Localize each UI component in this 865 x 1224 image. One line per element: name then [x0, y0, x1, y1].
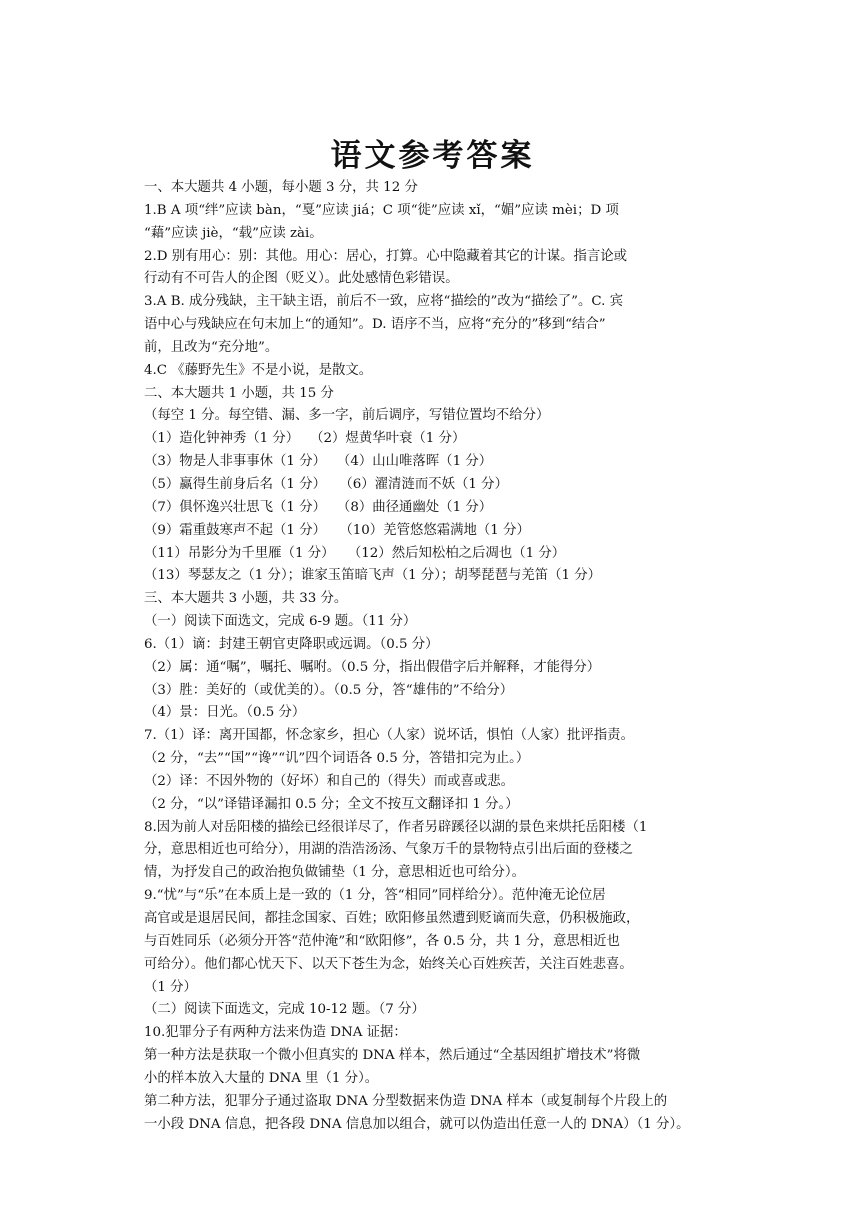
text-line: （每空 1 分。每空错、漏、多一字，前后调序，写错位置均不给分）: [144, 408, 550, 424]
text-line: （2 分，“去”“国”“谗”“讥”四个词语各 0.5 分，答错扣完为止。）: [144, 751, 530, 767]
text-line: （9）霜重鼓寒声不起（1 分） （10）羌管悠悠霜满地（1 分）: [144, 522, 530, 538]
text-line: （11）吊影分为千里雁（1 分） （12）然后知松柏之后凋也（1 分）: [144, 545, 566, 561]
text-line: “藉”应读 jiè，“载”应读 zài。: [144, 225, 323, 241]
text-line: （二）阅读下面选文，完成 10-12 题。（7 分）: [144, 1002, 425, 1018]
text-line: （3）胜：美好的（或优美的）。（0.5 分，答“雄伟的”不给分）: [144, 682, 514, 698]
text-line: 与百姓同乐（必须分开答“范仲淹”和“欧阳修”，各 0.5 分，共 1 分，意思相近也: [144, 933, 620, 949]
text-line: （2 分，“以”译错译漏扣 0.5 分；全文不按互文翻译扣 1 分。）: [144, 796, 519, 812]
text-line: 情，为抒发自己的政治抱负做铺垫（1 分，意思相近也可给分）。: [144, 865, 526, 881]
text-line: （1 分）: [144, 979, 197, 995]
text-line: （2）属：通“嘱”，嘱托、嘱咐。（0.5 分，指出假借字后并解释，才能得分）: [144, 659, 601, 675]
text-line: （1）造化钟神秀（1 分） （2）煜黄华叶衰（1 分）: [144, 431, 466, 447]
text-line: 一小段 DNA 信息，把各段 DNA 信息加以组合，就可以伪造出任意一人的 DNA）（1 分）。: [144, 1116, 690, 1132]
text-line: 3.A B. 成分残缺，主干缺主语，前后不一致，应将“描绘的”改为“描绘了”。C. 宾: [144, 294, 624, 310]
document-title: 语文参考答案: [330, 138, 535, 174]
answer-body: [144, 177, 730, 1136]
text-line: 第一种方法是获取一个微小但真实的 DNA 样本，然后通过“全基因组扩增技术”将微: [144, 1048, 641, 1064]
text-line: 9.“忧”与“乐”在本质上是一致的（1 分，答“相同”同样给分）。范仲淹无论位居: [144, 888, 606, 904]
text-line: （7）俱怀逸兴壮思飞（1 分） （8）曲径通幽处（1 分）: [144, 499, 493, 515]
text-line: 10.犯罪分子有两种方法来伪造 DNA 证据：: [144, 1025, 407, 1041]
section-heading: 二、本大题共 1 小题，共 15 分: [144, 385, 334, 401]
text-line: 小的样本放入大量的 DNA 里（1 分）。: [144, 1070, 379, 1086]
text-line: 行动有不可告人的企图（贬义）。此处感情色彩错误。: [144, 271, 459, 287]
text-line: 分，意思相近也可给分），用湖的浩浩汤汤、气象万千的景物特点引出后面的登楼之: [144, 842, 633, 858]
text-line: （5）赢得生前身后名（1 分） （6）濯清涟而不妖（1 分）: [144, 476, 508, 492]
text-line: 1.B A 项“绊”应读 bàn，“戛”应读 jiá；C 项“徙”应读 xǐ，“媚”应读 mèi；D 项: [144, 202, 619, 218]
text-line: （2）译：不因外物的（好坏）和自己的（得失）而或喜或悲。: [144, 773, 515, 789]
text-line: 一、本大题共 4 小题，每小题 3 分，共 12 分: [144, 180, 418, 195]
text-line: （3）物是人非事事休（1 分） （4）山山唯落晖（1 分）: [144, 454, 493, 470]
text-line: 前，且改为“充分地”。: [144, 339, 279, 355]
text-line: 第二种方法，犯罪分子通过盗取 DNA 分型数据来伪造 DNA 样本（或复制每个片段上的: [144, 1093, 668, 1109]
text-line: 语中心与残缺应在句末加上“的通知”。D. 语序不当，应将“充分的”移到“结合”: [144, 317, 606, 333]
text-line: （4）景：日光。（0.5 分）: [144, 705, 306, 721]
text-line: 2.D 别有用心：别：其他。用心：居心，打算。心中隐藏着其它的计谋。指言论或: [144, 248, 628, 264]
text-line: 6.（1）谪：封建王朝官吏降职或远调。（0.5 分）: [144, 636, 439, 652]
section-heading: 三、本大题共 3 小题，共 33 分。: [144, 591, 348, 607]
text-line: （一）阅读下面选文，完成 6-9 题。（11 分）: [144, 614, 417, 630]
text-line: 高官或是退居民间，都挂念国家、百姓；欧阳修虽然遭到贬谪而失意，仍积极施政，: [144, 911, 640, 926]
text-line: （13）琴瑟友之（1 分）；谁家玉笛暗飞声（1 分）；胡琴琵琶与羌笛（1 分）: [144, 568, 602, 584]
text-line: 8.因为前人对岳阳楼的描绘已经很详尽了，作者另辟蹊径以湖的景色来烘托岳阳楼（1: [144, 819, 648, 835]
text-line: 7.（1）译：离开国都，怀念家乡，担心（人家）说坏话，惧怕（人家）批评指责。: [144, 728, 634, 744]
text-line: 可给分）。他们都心忧天下、以天下苍生为念，始终关心百姓疾苦，关注百姓悲喜。: [144, 956, 633, 972]
text-line: 4.C 《藤野先生》不是小说，是散文。: [144, 362, 373, 378]
